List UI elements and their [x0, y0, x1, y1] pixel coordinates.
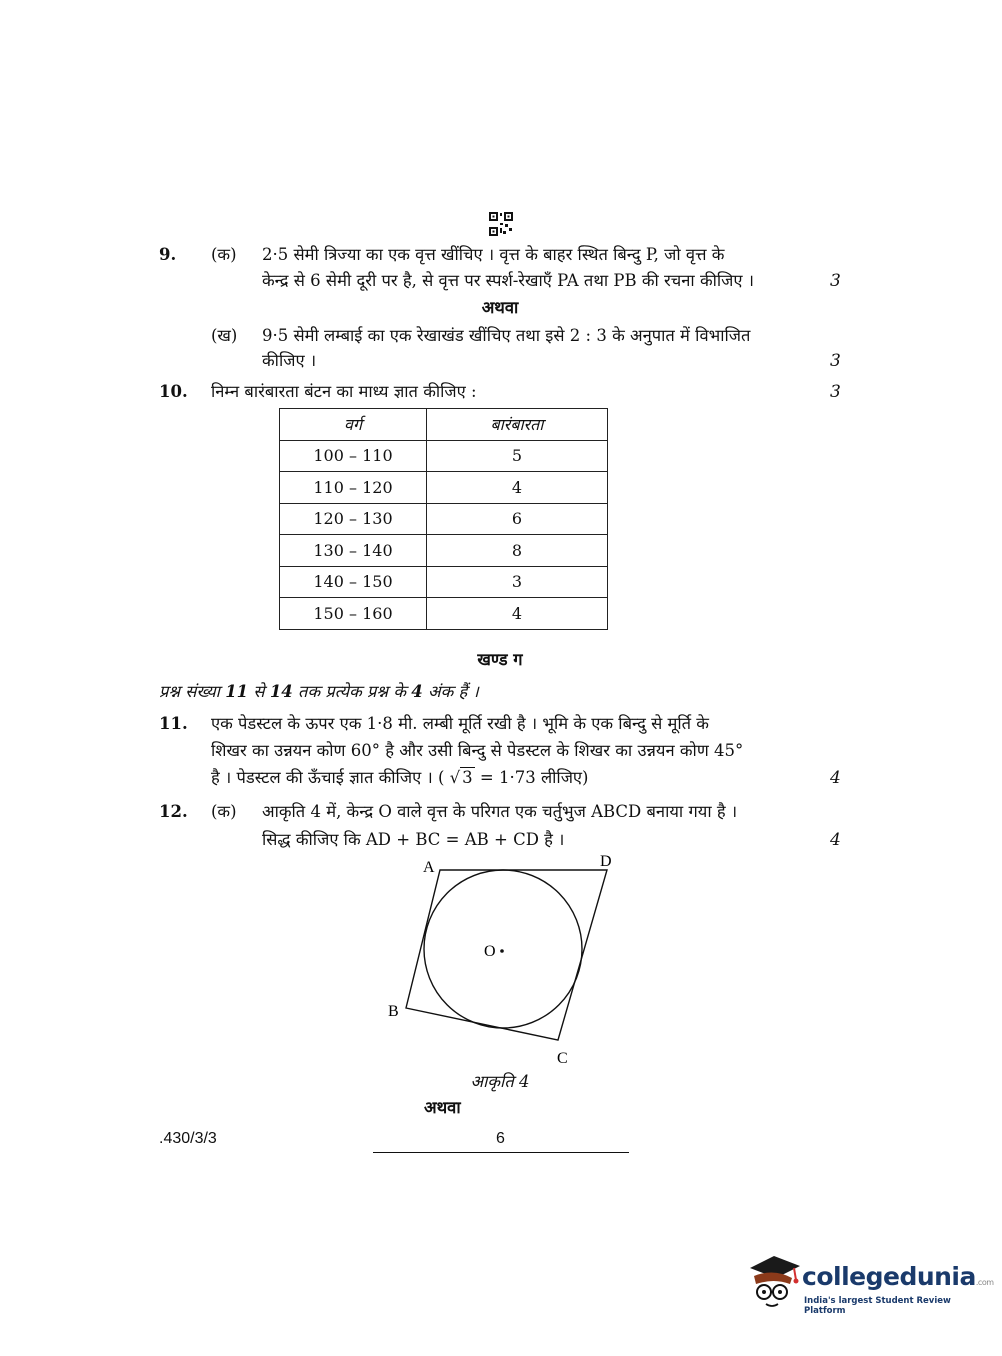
table-row: [280, 598, 608, 630]
q12-line1: आकृति 4 में, केन्द्र O वाले वृत्त के परिगत एक चर्तुभुज ABCD बनाया गया है ।: [262, 802, 738, 821]
collegedunia-logo[interactable]: [744, 1250, 994, 1320]
table-cell-frequency: 3: [427, 566, 608, 598]
section-instruction: [159, 679, 479, 705]
q9-option-a-label: (क): [211, 245, 237, 264]
brand-name: [802, 1262, 994, 1291]
q11-line3-b: = 1·73 लीजिए): [474, 768, 589, 787]
quadrilateral-abcd: [406, 870, 607, 1040]
question-number-11: 11.: [159, 714, 188, 733]
brand-suffix: .com: [975, 1278, 994, 1287]
q11-line3: [211, 765, 589, 791]
q9-a-line2: केन्द्र से 6 सेमी दूरी पर है, से वृत्त पर स्पर्श-रेखाएँ PA तथा PB की रचना कीजिए ।: [262, 271, 755, 290]
page-number: 6: [496, 1130, 505, 1147]
instruction-bold1: 11: [225, 682, 249, 701]
table-row: [280, 566, 608, 598]
question-number-9: 9.: [159, 245, 177, 264]
table-cell-class: 110 – 120: [280, 472, 427, 504]
question-number-10: 10.: [159, 382, 188, 401]
instruction-part1: प्रश्न संख्या: [159, 682, 226, 701]
instruction-part4: अंक हैं ।: [422, 682, 479, 701]
table-cell-frequency: 4: [427, 598, 608, 630]
section-title: खण्ड ग: [477, 650, 523, 669]
q11-marks: 4: [830, 768, 841, 788]
q12-or-label: अथवा: [424, 1098, 461, 1117]
label-o: O: [484, 943, 496, 960]
figure-caption: आकृति 4: [470, 1072, 530, 1091]
q9-or-label: अथवा: [481, 298, 519, 317]
table-header-frequency: बारंबारता: [427, 409, 608, 441]
q9-a-marks: 3: [830, 271, 841, 291]
brand-name-text: collegedunia: [802, 1262, 976, 1291]
footer-rule: [373, 1152, 629, 1153]
instruction-bold3: 4: [411, 682, 423, 701]
sqrt-argument: 3: [462, 768, 473, 787]
q9-b-marks: 3: [830, 351, 841, 371]
mascot-icon: [744, 1250, 804, 1312]
question-number-12: 12.: [159, 802, 188, 821]
q9-b-line2: कीजिए ।: [262, 351, 317, 370]
q12-line2: सिद्ध कीजिए कि AD + BC = AB + CD है ।: [262, 830, 565, 849]
q9-a-line1: 2·5 सेमी त्रिज्या का एक वृत्त खींचिए । वृत्त के बाहर स्थित बिन्दु P, जो वृत्त के: [262, 245, 725, 264]
instruction-part3: तक प्रत्येक प्रश्न के: [292, 682, 412, 701]
center-point-o: [500, 949, 504, 953]
q9-b-line1: 9·5 सेमी लम्बाई का एक रेखाखंड खींचिए तथा इसे 2 : 3 के अनुपात में विभाजित: [262, 326, 751, 345]
q11-line3-a: है । पेडस्टल की ऊँचाई ज्ञात कीजिए । (: [211, 768, 445, 787]
table-header-row: [280, 409, 608, 441]
table-cell-class: 140 – 150: [280, 566, 427, 598]
q12-marks: 4: [830, 830, 841, 850]
sqrt-symbol: √: [449, 768, 461, 787]
frequency-table: [279, 408, 608, 630]
q10-marks: 3: [830, 382, 841, 402]
label-b: B: [388, 1003, 399, 1020]
table-cell-frequency: 8: [427, 535, 608, 567]
table-cell-class: 100 – 110: [280, 440, 427, 472]
table-row: [280, 440, 608, 472]
table-cell-frequency: 4: [427, 472, 608, 504]
q10-text: निम्न बारंबारता बंटन का माध्य ज्ञात कीजिए :: [211, 382, 477, 401]
table-row: [280, 472, 608, 504]
q12-option-a-label: (क): [211, 802, 237, 821]
label-c: C: [557, 1050, 568, 1067]
table-row: [280, 535, 608, 567]
qr-code-icon: [489, 212, 513, 236]
table-cell-class: 150 – 160: [280, 598, 427, 630]
table-header-class: वर्ग: [280, 409, 427, 441]
table-cell-class: 120 – 130: [280, 503, 427, 535]
q11-line2: शिखर का उन्नयन कोण 60° है और उसी बिन्दु से पेडस्टल के शिखर का उन्नयन कोण 45°: [211, 741, 744, 760]
figure-4-diagram: [370, 845, 640, 1075]
table-cell-class: 130 – 140: [280, 535, 427, 567]
paper-code: .430/3/3: [159, 1130, 217, 1147]
table-cell-frequency: 5: [427, 440, 608, 472]
incircle: [424, 870, 582, 1028]
instruction-bold2: 14: [269, 682, 293, 701]
instruction-part2: से: [248, 682, 270, 701]
q11-line1: एक पेडस्टल के ऊपर एक 1·8 मी. लम्बी मूर्ति रखी है । भूमि के एक बिन्दु से मूर्ति के: [211, 714, 709, 733]
table-cell-frequency: 6: [427, 503, 608, 535]
label-a: A: [423, 859, 435, 876]
label-d: D: [600, 853, 612, 870]
brand-tagline: India's largest Student Review Platform: [804, 1296, 951, 1316]
q9-option-b-label: (ख): [211, 326, 238, 345]
table-row: [280, 503, 608, 535]
